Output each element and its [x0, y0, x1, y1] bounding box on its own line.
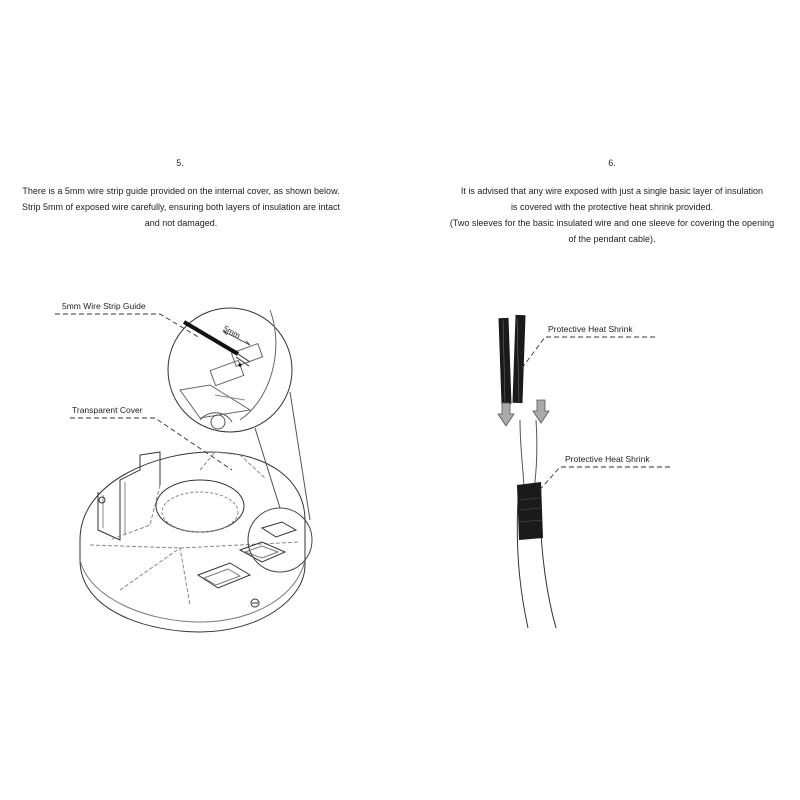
wire-heat-shrink-sleeves — [499, 315, 526, 404]
strip-guide-detail-magnifier — [168, 308, 310, 520]
dimension-5mm-label: 5mm — [221, 324, 242, 341]
cable-heat-shrink-sleeve — [517, 482, 543, 540]
stripped-wire-drawing — [184, 322, 250, 367]
step-5-number: 5. — [176, 158, 184, 168]
heat-shrink-top-label: Protective Heat Shrink — [548, 324, 633, 334]
step-5-line: There is a 5mm wire strip guide provided on the internal cover, as shown below. — [22, 186, 340, 196]
transparent-cover-label: Transparent Cover — [72, 405, 143, 415]
heat-shrink-bottom-label: Protective Heat Shrink — [565, 454, 650, 464]
step-6-number: 6. — [608, 158, 616, 168]
strip-guide-label: 5mm Wire Strip Guide — [62, 301, 146, 311]
step-5-line: and not damaged. — [144, 218, 218, 228]
step-5-leader-lines — [55, 314, 232, 470]
slide-down-arrows — [498, 400, 549, 426]
step-6-line: is covered with the protective heat shrink provided. — [510, 202, 714, 212]
transparent-cover-drawing — [80, 452, 312, 632]
step-6-line: of the pendant cable). — [568, 234, 656, 244]
step-6-line: It is advised that any wire exposed with just a single basic layer of insulation — [460, 186, 764, 196]
step-6-line: (Two sleeves for the basic insulated wire and one sleeve for covering the opening — [449, 218, 775, 228]
step-5-line: Strip 5mm of exposed wire carefully, ensuring both layers of insulation are intact — [22, 202, 340, 212]
